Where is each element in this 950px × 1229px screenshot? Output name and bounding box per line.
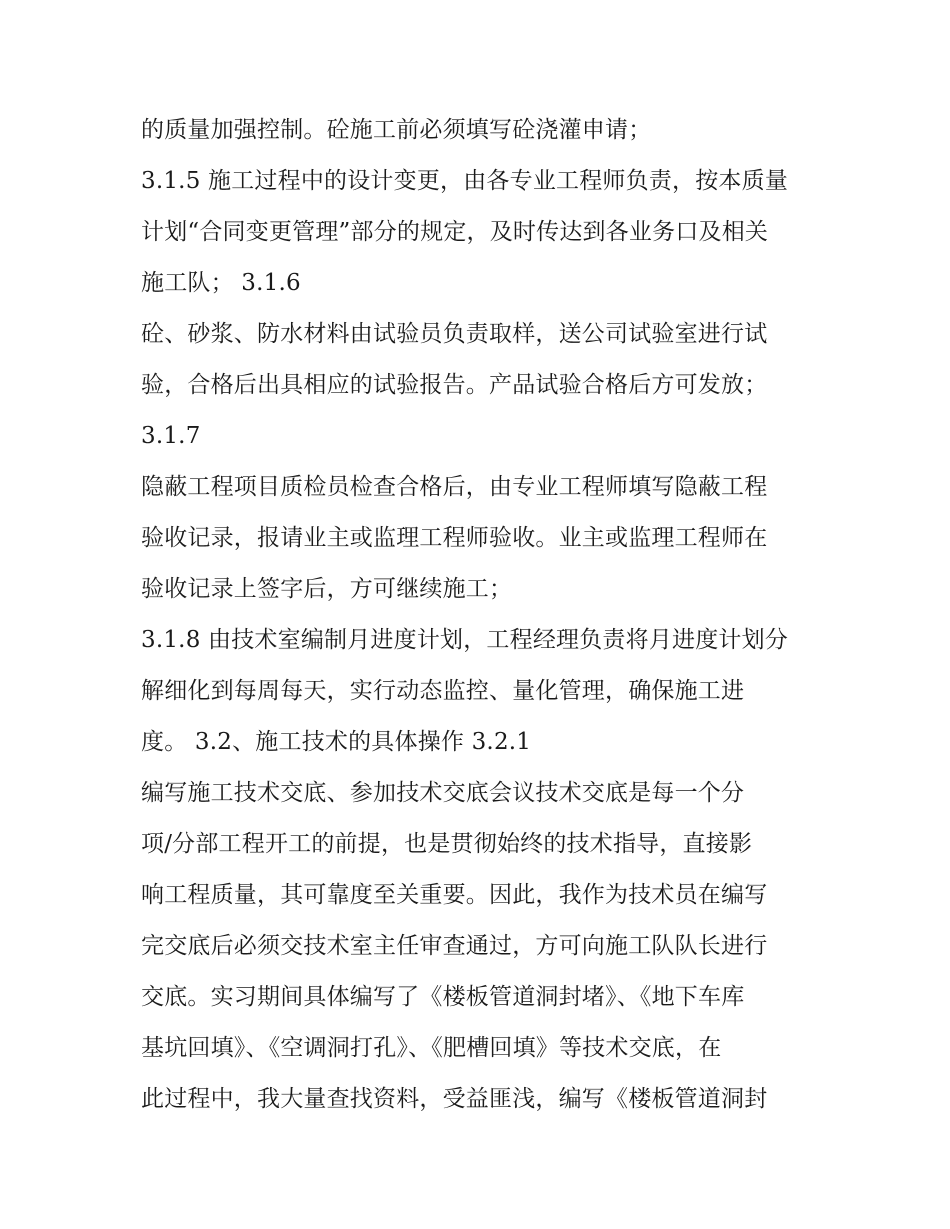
text-line: 响工程质量，其可靠度至关重要。因此，我作为技术员在编写 (141, 882, 768, 908)
text-line: 基坑回填》、《空调洞打孔》、《肥槽回填》等技术交底，在 (141, 1035, 722, 1061)
text-line: 验，合格后出具相应的试验报告。产品试验合格后方可发放； (141, 372, 768, 398)
text-line: 验收记录，报请业主或监理工程师验收。业主或监理工程师在 (141, 525, 768, 551)
text-line: 砼、砂浆、防水材料由试验员负责取样，送公司试验室进行试 (141, 321, 768, 347)
text-line: 此过程中，我大量查找资料，受益匪浅，编写《楼板管道洞封 (141, 1086, 768, 1112)
text-line: 3.1.5 施工过程中的设计变更，由各专业工程师负责，按本质量 (141, 168, 789, 194)
text-line: 解细化到每周每天，实行动态监控、量化管理，确保施工进 (141, 678, 745, 704)
text-line: 计划“合同变更管理”部分的规定，及时传达到各业务口及相关 (141, 219, 769, 245)
text-line: 隐蔽工程项目质检员检查合格后，由专业工程师填写隐蔽工程 (141, 474, 768, 500)
text-line: 项/分部工程开工的前提，也是贯彻始终的技术指导，直接影 (141, 831, 753, 857)
text-line: 施工队； 3.1.6 (141, 270, 301, 296)
text-line: 交底。实习期间具体编写了《楼板管道洞封堵》、《地下车库 (141, 984, 745, 1010)
text-line: 度。 3.2、施工技术的具体操作 3.2.1 (141, 729, 532, 755)
text-line: 3.1.8 由技术室编制月进度计划，工程经理负责将月进度计划分 (141, 627, 789, 653)
text-line: 的质量加强控制。砼施工前必须填写砼浇灌申请； (141, 117, 652, 143)
text-line: 3.1.7 (141, 423, 201, 449)
text-line: 验收记录上签字后，方可继续施工； (141, 576, 513, 602)
body-text (141, 105, 821, 1125)
text-line: 完交底后必须交技术室主任审查通过，方可向施工队队长进行 (141, 933, 768, 959)
text-line: 编写施工技术交底、参加技术交底会议技术交底是每一个分 (141, 780, 745, 806)
